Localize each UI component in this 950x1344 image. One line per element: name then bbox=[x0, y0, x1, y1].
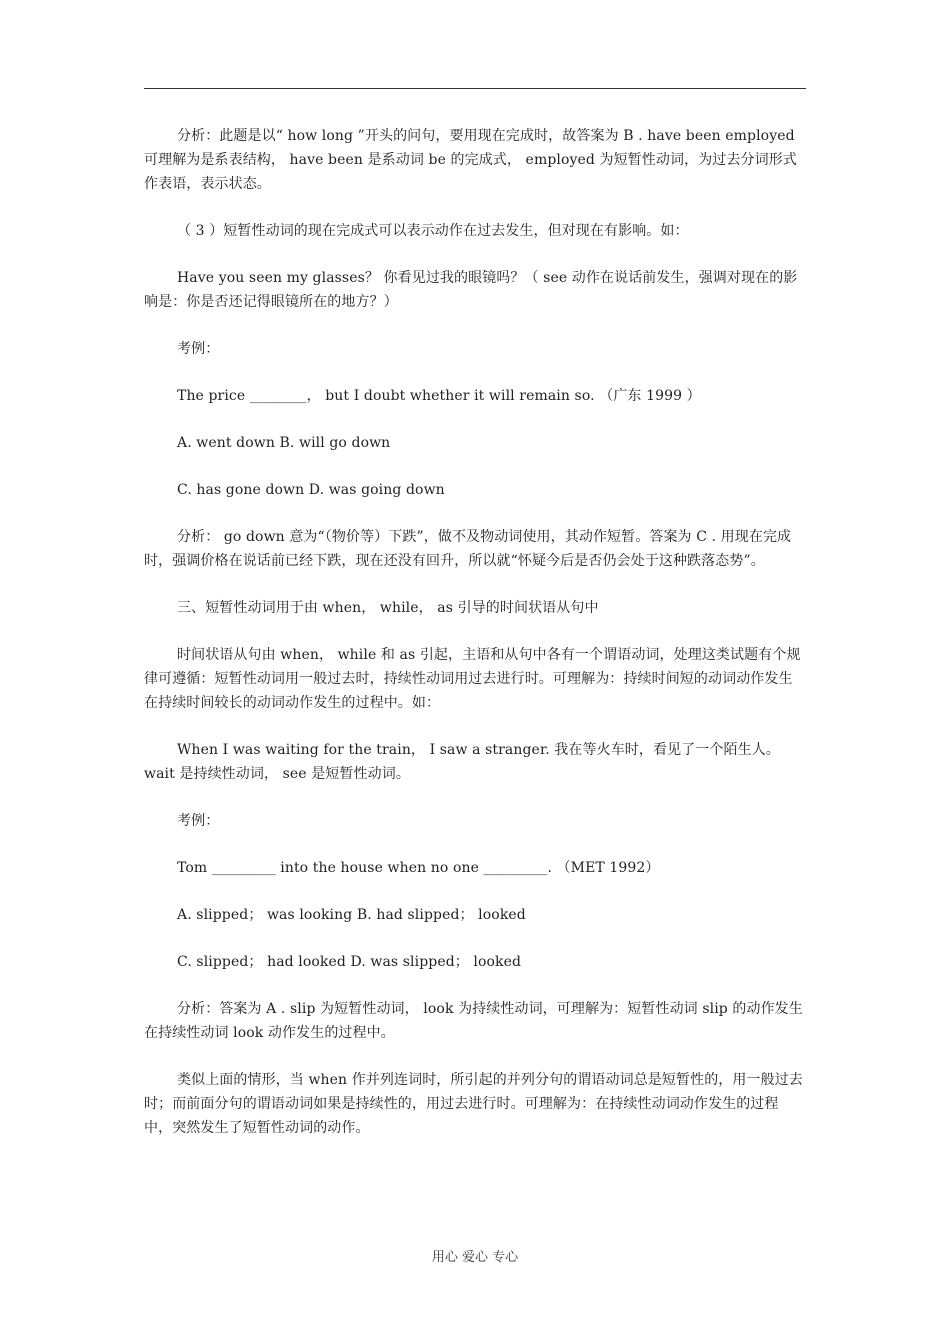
section-heading-3: 三、短暂性动词用于由 when， while， as 引导的时间状语从句中 bbox=[177, 600, 599, 616]
paragraph-example-train: When I was waiting for the train， I saw a stranger. 我在等火车时，看见了一个陌生人。 wait 是持续性动词， see 是短暂性动词。 bbox=[144, 742, 785, 782]
paragraph-exam-label: 考例： bbox=[177, 341, 220, 357]
paragraph-analysis-2: 分析： go down 意为“（物价等）下跌”，做不及物动词使用，其动作短暂。答案为 C . 用现在完成时，强调价格在说话前已经下跌，现在还没有回升，所以就“怀疑今后是否仍会处于这种跌落态势”。 bbox=[144, 529, 792, 569]
paragraph-options-ab-2: A. slipped； was looking B. had slipped； looked bbox=[177, 907, 526, 923]
paragraph-options-cd: C. has gone down D. was going down bbox=[177, 482, 445, 498]
paragraph-similar-case: 类似上面的情形，当 when 作并列连词时，所引起的并列分句的谓语动词总是短暂性的，用一般过去时；而前面分句的谓语动词如果是持续性的，用过去进行时。可理解为：在持续性动词动作发生的过程中，突然发生了短暂性动词的动作。 bbox=[144, 1072, 803, 1136]
header-rule bbox=[144, 88, 806, 89]
document-body bbox=[144, 124, 806, 1163]
paragraph-analysis-1: 分析：此题是以“ how long ”开头的问句，要用现在完成时，故答案为 B . have been employed 可理解为是系表结构， have been 是系动词 be 的完成式， employed 为短暂性动词，为过去分词形式作表语，表示状态。 bbox=[144, 128, 800, 192]
paragraph-rule-3: （ 3 ）短暂性动词的现在完成式可以表示动作在过去发生，但对现在有影响。如： bbox=[177, 223, 689, 239]
paragraph-question-price: The price ________， but I doubt whether it will remain so. （广东 1999 ） bbox=[177, 388, 701, 404]
paragraph-time-clause: 时间状语从句由 when， while 和 as 引起，主语和从句中各有一个谓语动词，处理这类试题有个规律可遵循：短暂性动词用一般过去时，持续性动词用过去进行时。可理解为：持续时间短的动词动作发生在持续时间较长的动词动作发生的过程中。如： bbox=[144, 647, 801, 711]
paragraph-example-glasses: Have you seen my glasses？ 你看见过我的眼镜吗？（ see 动作在说话前发生，强调对现在的影响是：你是否还记得眼镜所在的地方？） bbox=[144, 270, 798, 310]
paragraph-options-ab: A. went down B. will go down bbox=[177, 435, 391, 451]
paragraph-analysis-3: 分析：答案为 A . slip 为短暂性动词， look 为持续性动词，可理解为：短暂性动词 slip 的动作发生在持续性动词 look 动作发生的过程中。 bbox=[144, 1001, 803, 1041]
paragraph-options-cd-2: C. slipped； had looked D. was slipped； looked bbox=[177, 954, 522, 970]
paragraph-exam-label-2: 考例： bbox=[177, 813, 220, 829]
page-footer: 用心 爱心 专心 bbox=[431, 1250, 519, 1265]
paragraph-question-tom: Tom _________ into the house when no one _________. （MET 1992） bbox=[177, 860, 660, 876]
